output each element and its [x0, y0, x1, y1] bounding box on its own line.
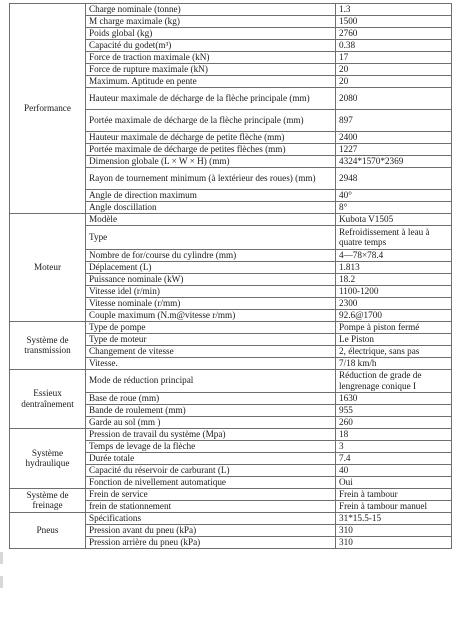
spec-param-label: Temps de levage de la flèche [86, 440, 336, 452]
spec-param-label: Bande de roulement (mm) [86, 404, 336, 416]
spec-table [9, 3, 452, 549]
spec-value: Réduction de grade de lengrenage conique I [336, 369, 452, 392]
spec-value: 2400 [336, 131, 452, 143]
spec-param-label: Type de moteur [86, 333, 336, 345]
spec-param-label: Spécifications [86, 512, 336, 524]
spec-param-label: Frein de service [86, 488, 336, 500]
spec-param-label: Garde au sol (mm ) [86, 416, 336, 428]
spec-param-label: Nombre de for/course du cylindre (mm) [86, 249, 336, 261]
spec-param-label: Pression de travail du système (Mpa) [86, 428, 336, 440]
spec-value: 40° [336, 189, 452, 201]
spec-param-label: Hauteur maximale de décharge de petite flèche (mm) [86, 131, 336, 143]
spec-sheet [9, 3, 451, 549]
spec-value: 1630 [336, 392, 452, 404]
spec-param-label: Dimension globale (L × W × H) (mm) [86, 155, 336, 167]
spec-param-label: Portée maximale de décharge de la flèche principale (mm) [86, 109, 336, 131]
spec-value: 92.6@1700 [336, 309, 452, 321]
spec-value: 17 [336, 52, 452, 64]
spec-value: 7/18 km/h [336, 357, 452, 369]
spec-value: 8° [336, 201, 452, 213]
spec-row [10, 213, 452, 225]
spec-value: Refroidissement à leau à quatre temps [336, 225, 452, 249]
spec-param-label: Vitesse nominale (r/mm) [86, 297, 336, 309]
spec-param-label: frein de stationnement [86, 500, 336, 512]
spec-value: Frein à tambour [336, 488, 452, 500]
spec-value: 2760 [336, 28, 452, 40]
spec-value: Le Piston [336, 333, 452, 345]
spec-param-label: Type de pompe [86, 321, 336, 333]
spec-row [10, 369, 452, 392]
spec-row [10, 512, 452, 524]
spec-param-label: Mode de réduction principal [86, 369, 336, 392]
spec-param-label: Puissance nominale (kW) [86, 273, 336, 285]
spec-value: 1100-1200 [336, 285, 452, 297]
spec-param-label: Base de roue (mm) [86, 392, 336, 404]
spec-row [10, 488, 452, 500]
spec-param-label: Type [86, 225, 336, 249]
spec-table-body [10, 4, 452, 549]
spec-param-label: Maximum. Aptitude en pente [86, 75, 336, 87]
spec-row [10, 321, 452, 333]
group-performance: Performance [10, 4, 86, 214]
spec-value: 897 [336, 109, 452, 131]
spec-param-label: Rayon de tournement minimum (à lextérieur des roues) (mm) [86, 167, 336, 189]
spec-value: 955 [336, 404, 452, 416]
group-freinage: Système de freinage [10, 488, 86, 512]
spec-value: Frein à tambour manuel [336, 500, 452, 512]
group-pneus: Pneus [10, 512, 86, 548]
spec-value: 18 [336, 428, 452, 440]
spec-param-label: Hauteur maximale de décharge de la flèche principale (mm) [86, 87, 336, 109]
spec-value: 260 [336, 416, 452, 428]
spec-value: 1.813 [336, 261, 452, 273]
spec-value: 2948 [336, 167, 452, 189]
spec-value: 4324*1570*2369 [336, 155, 452, 167]
spec-param-label: Angle doscillation [86, 201, 336, 213]
spec-value: 2, électrique, sans pas [336, 345, 452, 357]
spec-value: 18.2 [336, 273, 452, 285]
spec-param-label: Poids global (kg) [86, 28, 336, 40]
page-edge-mark [0, 552, 3, 564]
spec-value: 20 [336, 64, 452, 76]
spec-param-label: Force de traction maximale (kN) [86, 52, 336, 64]
spec-value: 31*15.5-15 [336, 512, 452, 524]
spec-param-label: Angle de direction maximum [86, 189, 336, 201]
spec-value: 20 [336, 75, 452, 87]
group-hydraulique: Système hydraulique [10, 428, 86, 488]
spec-value: Kubota V1505 [336, 213, 452, 225]
spec-value: 2300 [336, 297, 452, 309]
page-edge-mark [0, 576, 3, 588]
group-essieux: Essieux dentraînement [10, 369, 86, 428]
spec-value: 0.38 [336, 40, 452, 52]
spec-param-label: Capacité du godet(m³) [86, 40, 336, 52]
spec-value: Pompe à piston fermé [336, 321, 452, 333]
spec-value: 40 [336, 464, 452, 476]
spec-value: 310 [336, 524, 452, 536]
spec-param-label: Pression arrière du pneu (kPa) [86, 536, 336, 548]
spec-param-label: Couple maximum (N.m@vitesse r/mm) [86, 309, 336, 321]
spec-value: 7.4 [336, 452, 452, 464]
spec-param-label: Charge nominale (tonne) [86, 4, 336, 16]
spec-value: 4—78×78.4 [336, 249, 452, 261]
spec-value: 310 [336, 536, 452, 548]
spec-value: 1500 [336, 16, 452, 28]
spec-param-label: Vitesse idel (r/min) [86, 285, 336, 297]
spec-param-label: Durée totale [86, 452, 336, 464]
spec-param-label: Fonction de nivellement automatique [86, 476, 336, 488]
spec-row [10, 4, 452, 16]
spec-param-label: Pression avant du pneu (kPa) [86, 524, 336, 536]
spec-value: 1.3 [336, 4, 452, 16]
spec-param-label: Changement de vitesse [86, 345, 336, 357]
group-moteur: Moteur [10, 213, 86, 321]
spec-param-label: Vitesse. [86, 357, 336, 369]
spec-value: 3 [336, 440, 452, 452]
spec-param-label: Modèle [86, 213, 336, 225]
spec-param-label: M charge maximale (kg) [86, 16, 336, 28]
spec-param-label: Déplacement (L) [86, 261, 336, 273]
spec-value: Oui [336, 476, 452, 488]
spec-row [10, 428, 452, 440]
spec-value: 2080 [336, 87, 452, 109]
spec-param-label: Portée maximale de décharge de petites flèches (mm) [86, 143, 336, 155]
spec-param-label: Capacité du réservoir de carburant (L) [86, 464, 336, 476]
group-transmission: Système de transmission [10, 321, 86, 369]
spec-param-label: Force de rupture maximale (kN) [86, 64, 336, 76]
spec-value: 1227 [336, 143, 452, 155]
